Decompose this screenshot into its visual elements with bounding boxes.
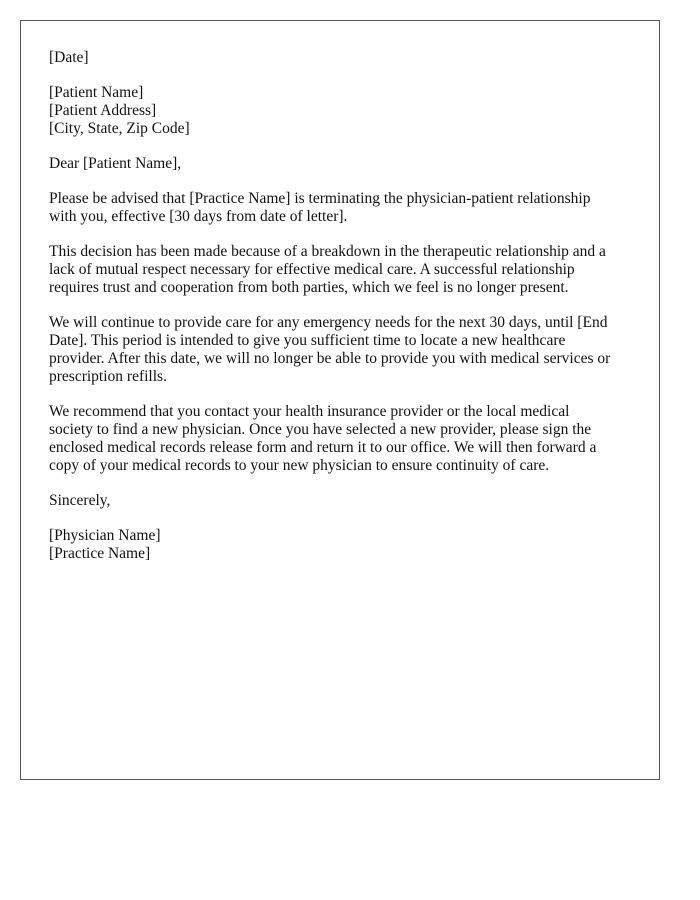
salutation xyxy=(49,155,659,173)
paragraph-emergency-care xyxy=(49,314,659,386)
paragraph-reason xyxy=(49,243,659,297)
text-line: This decision has been made because of a breakdown in the therapeutic relationship and a xyxy=(49,243,606,260)
text-line: Date]. This period is intended to give you sufficient time to locate a new healthcare xyxy=(49,332,566,349)
text-line: society to find a new physician. Once you have selected a new provider, please sign the xyxy=(49,421,592,438)
paragraph-termination-notice xyxy=(49,190,659,226)
paragraph-recommendation xyxy=(49,403,659,475)
letter-page xyxy=(20,20,660,780)
text-line: [Date] xyxy=(49,49,89,66)
text-line: enclosed medical records release form and return it to our office. We will then forward a xyxy=(49,439,597,456)
text-line: with you, effective [30 days from date of letter]. xyxy=(49,208,348,225)
text-line: [Patient Address] xyxy=(49,102,157,119)
closing xyxy=(49,492,659,510)
text-line: Please be advised that [Practice Name] is terminating the physician-patient relationship xyxy=(49,190,591,207)
text-line: requires trust and cooperation from both parties, which we feel is no longer present. xyxy=(49,279,569,296)
text-line: Dear [Patient Name], xyxy=(49,155,182,172)
text-line: Sincerely, xyxy=(49,492,111,509)
text-line: [Practice Name] xyxy=(49,545,151,562)
text-line: provider. After this date, we will no longer be able to provide you with medical services or xyxy=(49,350,611,367)
date-block xyxy=(49,49,659,67)
text-line: copy of your medical records to your new physician to ensure continuity of care. xyxy=(49,457,550,474)
text-line: [City, State, Zip Code] xyxy=(49,120,190,137)
text-line: [Patient Name] xyxy=(49,84,144,101)
text-line: We recommend that you contact your health insurance provider or the local medical xyxy=(49,403,570,420)
recipient-address-block xyxy=(49,84,659,138)
text-line: We will continue to provide care for any emergency needs for the next 30 days, until [End xyxy=(49,314,608,331)
text-line: [Physician Name] xyxy=(49,527,161,544)
text-line: lack of mutual respect necessary for effective medical care. A successful relationship xyxy=(49,261,575,278)
text-line: prescription refills. xyxy=(49,368,167,385)
signature-block xyxy=(49,527,659,563)
